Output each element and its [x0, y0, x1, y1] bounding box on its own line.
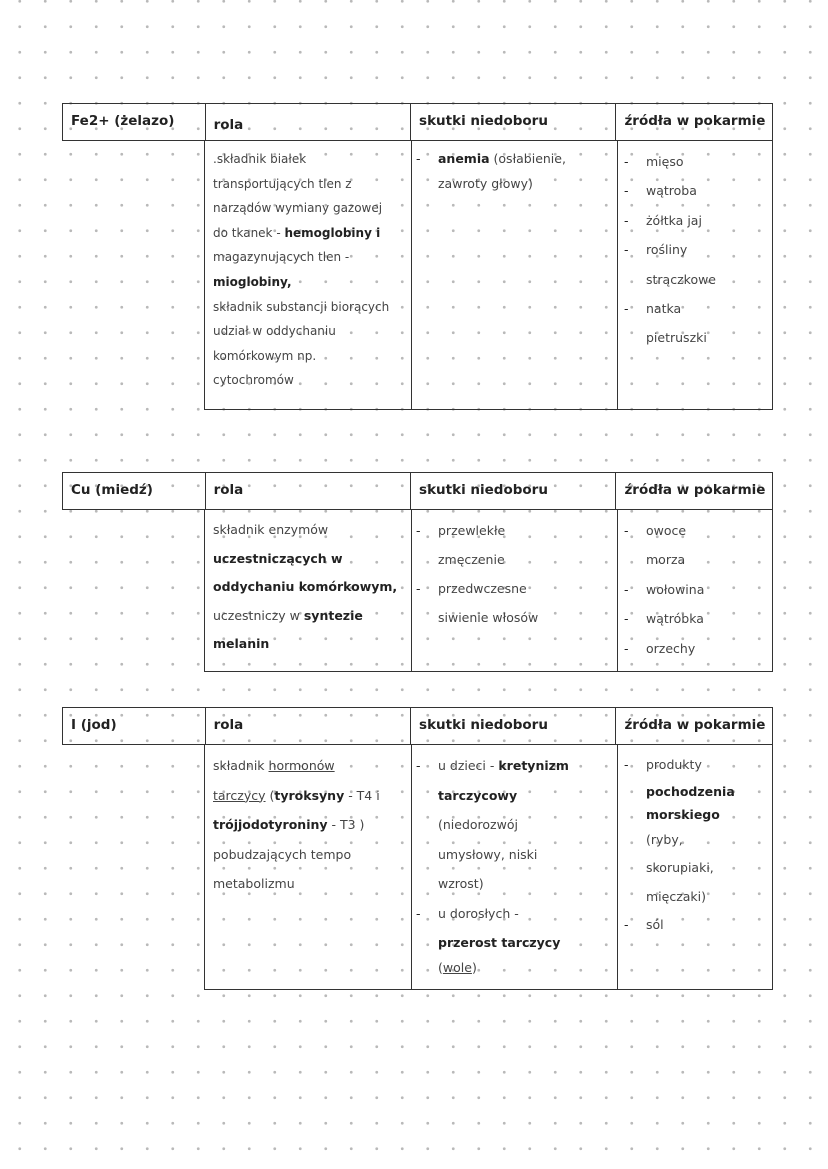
effect-line: przerost tarczycy — [438, 935, 561, 950]
copper-effects-cell — [411, 510, 617, 671]
source-line: (ryby, — [646, 831, 683, 847]
role-line: narządów wymiany gazowej — [213, 201, 383, 216]
sources-header: źródła w pokarmie — [615, 104, 772, 140]
role-line: metabolizmu — [213, 876, 295, 891]
source-line: morza — [646, 552, 686, 568]
effects-header: skutki niedoboru — [410, 104, 615, 140]
sources-header: źródła w pokarmie — [615, 473, 772, 509]
source-item: - wątróbka — [646, 604, 766, 633]
source-line: mięczaki) — [646, 888, 707, 904]
role-line: udział w oddychaniu — [213, 324, 336, 339]
iodine-role-cell — [205, 745, 411, 989]
effect-item: - anemia (osłabienie, — [438, 147, 611, 172]
source-line: pietruszki — [646, 330, 707, 346]
copper-header-row — [62, 472, 773, 510]
effect-line: wzrost) — [438, 876, 484, 891]
role-line: transportujących tlen z — [213, 176, 352, 191]
iron-table — [62, 103, 773, 410]
role-line: .składnik białek — [213, 152, 307, 166]
effect-item: - u dzieci - kretynizm — [438, 751, 611, 781]
role-line: oddychaniu komórkowym, — [213, 579, 398, 594]
effect-item: - przewlekłe — [438, 516, 611, 545]
effect-line: zawroty głowy) — [438, 175, 533, 191]
effect-line: tarczycowy — [438, 787, 518, 803]
role-line: uczestniczących w — [213, 550, 343, 566]
role-header: rola — [205, 473, 410, 509]
role-line: melanin — [213, 636, 270, 651]
source-line: pochodzenia — [646, 783, 735, 799]
role-line: uczestniczy w syntezie — [213, 607, 363, 623]
iodine-effects-cell — [411, 745, 617, 989]
copper-element-name: Cu (miedź) — [71, 482, 153, 498]
role-line: mioglobiny, — [213, 274, 292, 289]
source-item: - żółtka jaj — [646, 206, 766, 235]
role-line: cytochromów — [213, 373, 294, 388]
effects-header: skutki niedoboru — [410, 708, 615, 744]
source-item: - sól — [646, 911, 766, 940]
source-item: - mięso — [646, 147, 766, 176]
iron-header-row — [62, 103, 773, 141]
role-line: magazynujących tlen - — [213, 250, 350, 265]
source-line: skorupiaki, — [646, 860, 714, 875]
sources-header: źródła w pokarmie — [615, 708, 772, 744]
copper-table — [62, 472, 773, 672]
bold-term: hemoglobiny i — [284, 225, 381, 240]
role-line: składnik hormonów — [213, 758, 335, 773]
iodine-table — [62, 707, 773, 990]
copper-body-row — [204, 510, 773, 672]
copper-sources-cell — [617, 510, 772, 671]
source-line: strączkowe — [646, 271, 717, 287]
iron-element-name: Fe2+ (żelazo) — [71, 113, 175, 129]
iodine-header-row — [62, 707, 773, 745]
role-line: do tkanek - hemoglobiny i — [213, 225, 381, 240]
iron-role-cell — [205, 141, 411, 409]
iron-sources-cell — [617, 141, 772, 409]
role-line: składnik enzymów — [213, 522, 329, 537]
role-line: trójjodotyroniny - T3 ) — [213, 817, 365, 832]
source-line: morskiego — [646, 806, 720, 822]
effect-line: (niedorozwój — [438, 817, 518, 832]
iodine-element-name: I (jod) — [71, 717, 117, 733]
effect-line: zmęczenie — [438, 552, 505, 567]
source-item: - wątroba — [646, 176, 766, 205]
source-item: - orzechy — [646, 634, 766, 663]
role-line: pobudzających tempo — [213, 846, 352, 862]
effect-line: umysłowy, niski — [438, 846, 538, 862]
iodine-sources-cell — [617, 745, 772, 989]
iodine-body-row — [204, 745, 773, 990]
effect-line: (wole) — [438, 959, 477, 975]
source-item: - wołowina — [646, 575, 766, 604]
effect-item: - u dorosłych - — [438, 899, 611, 929]
role-line: tarczycy (tyroksyny - T4 i — [213, 787, 380, 803]
effect-line: siwienie włosów — [438, 610, 539, 625]
role-header: rola — [205, 104, 410, 140]
effects-header: skutki niedoboru — [410, 473, 615, 509]
source-item: - rośliny — [646, 235, 766, 264]
role-line: składnik substancji biorących — [213, 299, 390, 314]
role-line: komórkowym np. — [213, 348, 317, 363]
effect-item: - przedwczesne — [438, 574, 611, 603]
source-item: - owoce — [646, 516, 766, 545]
role-header: rola — [205, 708, 410, 744]
iron-body-row — [204, 141, 773, 410]
source-item: - natka — [646, 294, 766, 323]
copper-role-cell — [205, 510, 411, 671]
source-item: - produkty — [646, 751, 766, 780]
iron-effects-cell — [411, 141, 617, 409]
